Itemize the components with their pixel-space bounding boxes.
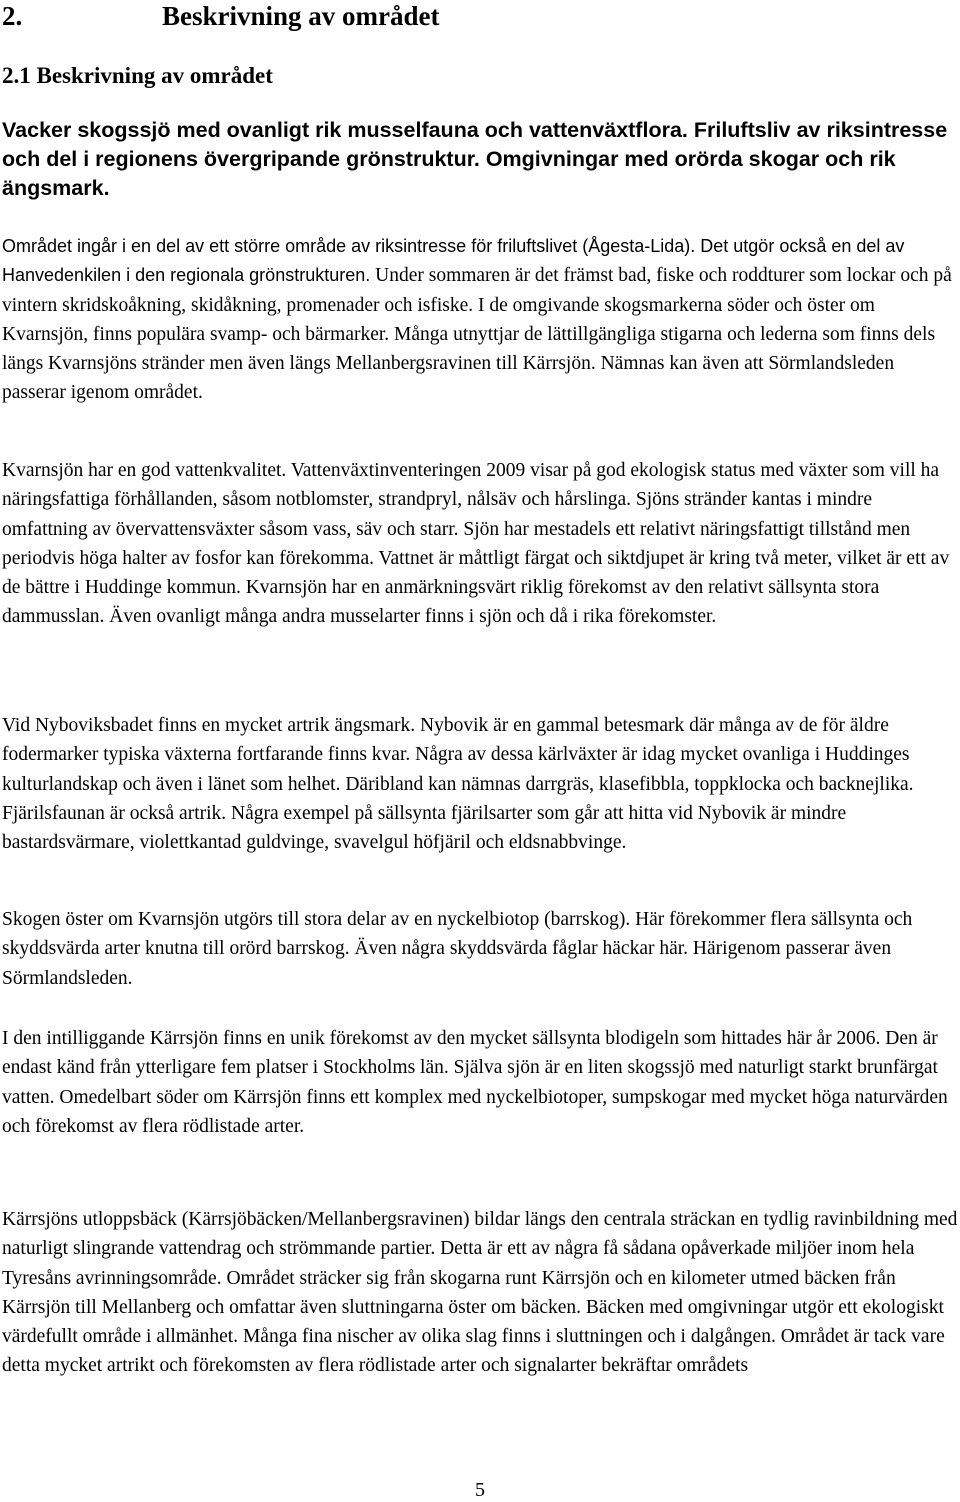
- paragraph-angsmark: Vid Nyboviksbadet finns en mycket artrik ängsmark. Nybovik är en gammal betesmark där många av de för äldre fodermarker typiska växterna fortfarande finns kvar. Några av dessa kärlväxter är idag mycket ovanliga i Huddinges kulturlandskap och även i länet som helhet. Däribland kan nämnas darrgräs, klasefibbla, toppklocka och backnejlika. Fjärilsfaunan är också artrik. Några exempel på sällsynta fjärilsarter som går att hitta vid Nybovik är mindre bastardsvärmare, violettkantad guldvinge, svavelgul höfjäril och eldsnabbvinge.: [2, 715, 914, 854]
- subsection-heading: 2.1 Beskrivning av området: [2, 63, 273, 88]
- paragraph-karrsjon: I den intilliggande Kärrsjön finns en unik förekomst av den mycket sällsynta blodigeln som hittades här år 2006. Den är endast känd från ytterligare fem platser i Stockholms län. Själva sjön är en liten skogssjö med naturligt starkt brunfärgat vatten. Omedelbart söder om Kärrsjön finns ett komplex med nyckelbiotoper, sumpskogar med mycket höga naturvärden och förekomst av flera rödlistade arter.: [2, 1028, 948, 1137]
- paragraph-friluftsliv-serif-run: Under sommaren är det främst bad, fiske och roddturer som lockar och på vintern skridskoåkning, skidåkning, promenader och isfiske. I de omgivande skogsmarkerna söder och öster om Kvarnsjön, finns populära svamp- och bärmarker. Många utnyttjar de lättillgängliga stigarna och lederna som finns dels längs Kvarnsjöns stränder men även längs Mellanbergsravinen till Kärrsjön. Nämnas kan även att Sörmlandsleden passerar igenom området.: [2, 265, 952, 404]
- paragraph-vattenkvalitet: Kvarnsjön har en god vattenkvalitet. Vattenväxtinventeringen 2009 visar på god ekologisk status med växter som vill ha näringsfattiga förhållanden, såsom notblomster, strandpryl, nålsäv och hårslinga. Sjöns stränder kantas i mindre omfattning av övervattensväxter såsom vass, säv och starr. Sjön har mestadels ett relativt näringsfattigt tillstånd men periodvis höga halter av fosfor kan förekomma. Vattnet är måttligt färgat och siktdjupet är kring två meter, vilket är ett av de bättre i Huddinge kommun. Kvarnsjön har en anmärkningsvärt riklig förekomst av den relativt sällsynta stora dammusslan. Även ovanligt många andra musselarter finns i sjön och då i rika förekomster.: [2, 460, 950, 628]
- section-number: 2.: [2, 1, 23, 31]
- paragraph-utloppsback: Kärrsjöns utloppsbäck (Kärrsjöbäcken/Mellanbergsravinen) bildar längs den centrala sträckan en tydlig ravinbildning med naturligt slingrande vattendrag och strömmande partier. Detta är ett av några få sådana opåverkade miljöer inom hela Tyresåns avrinningsområde. Området sträcker sig från skogarna runt Kärrsjön och en kilometer utmed bäcken från Kärrsjön till Mellanberg och omfattar även sluttningarna öster om bäcken. Bäcken med omgivningar utgör ett ekologiskt värdefullt område i allmänhet. Många fina nischer av olika slag finns i sluttningen och i dalgången. Området är tack vare detta mycket artrikt och förekomsten av flera rödlistade arter och signalarter bekräftar områdets: [2, 1209, 958, 1377]
- section-title: Beskrivning av området: [162, 1, 440, 31]
- paragraph-skogen: Skogen öster om Kvarnsjön utgörs till stora delar av en nyckelbiotop (barrskog). Här förekommer flera sällsynta och skyddsvärda arter knutna till orörd barrskog. Även några skyddsvärda fåglar häckar här. Härigenom passerar även Sörmlandsleden.: [2, 909, 913, 989]
- page-number: 5: [475, 1479, 485, 1501]
- paragraph-friluftsliv-sans-run: Området ingår i en del av ett större område av riksintresse för friluftslivet (Ågesta-Lida). Det utgör också en del av Hanvedenkilen i den regionala grönstrukturen.: [2, 236, 905, 286]
- section-heading: [2, 0, 440, 32]
- paragraph-friluftsliv: [2, 232, 960, 408]
- lead-paragraph: Vacker skogssjö med ovanligt rik musselfauna och vattenväxtflora. Friluftsliv av riksintresse och del i regionens övergripande grönstruktur. Omgivningar med orörda skogar och rik ängsmark.: [2, 118, 948, 200]
